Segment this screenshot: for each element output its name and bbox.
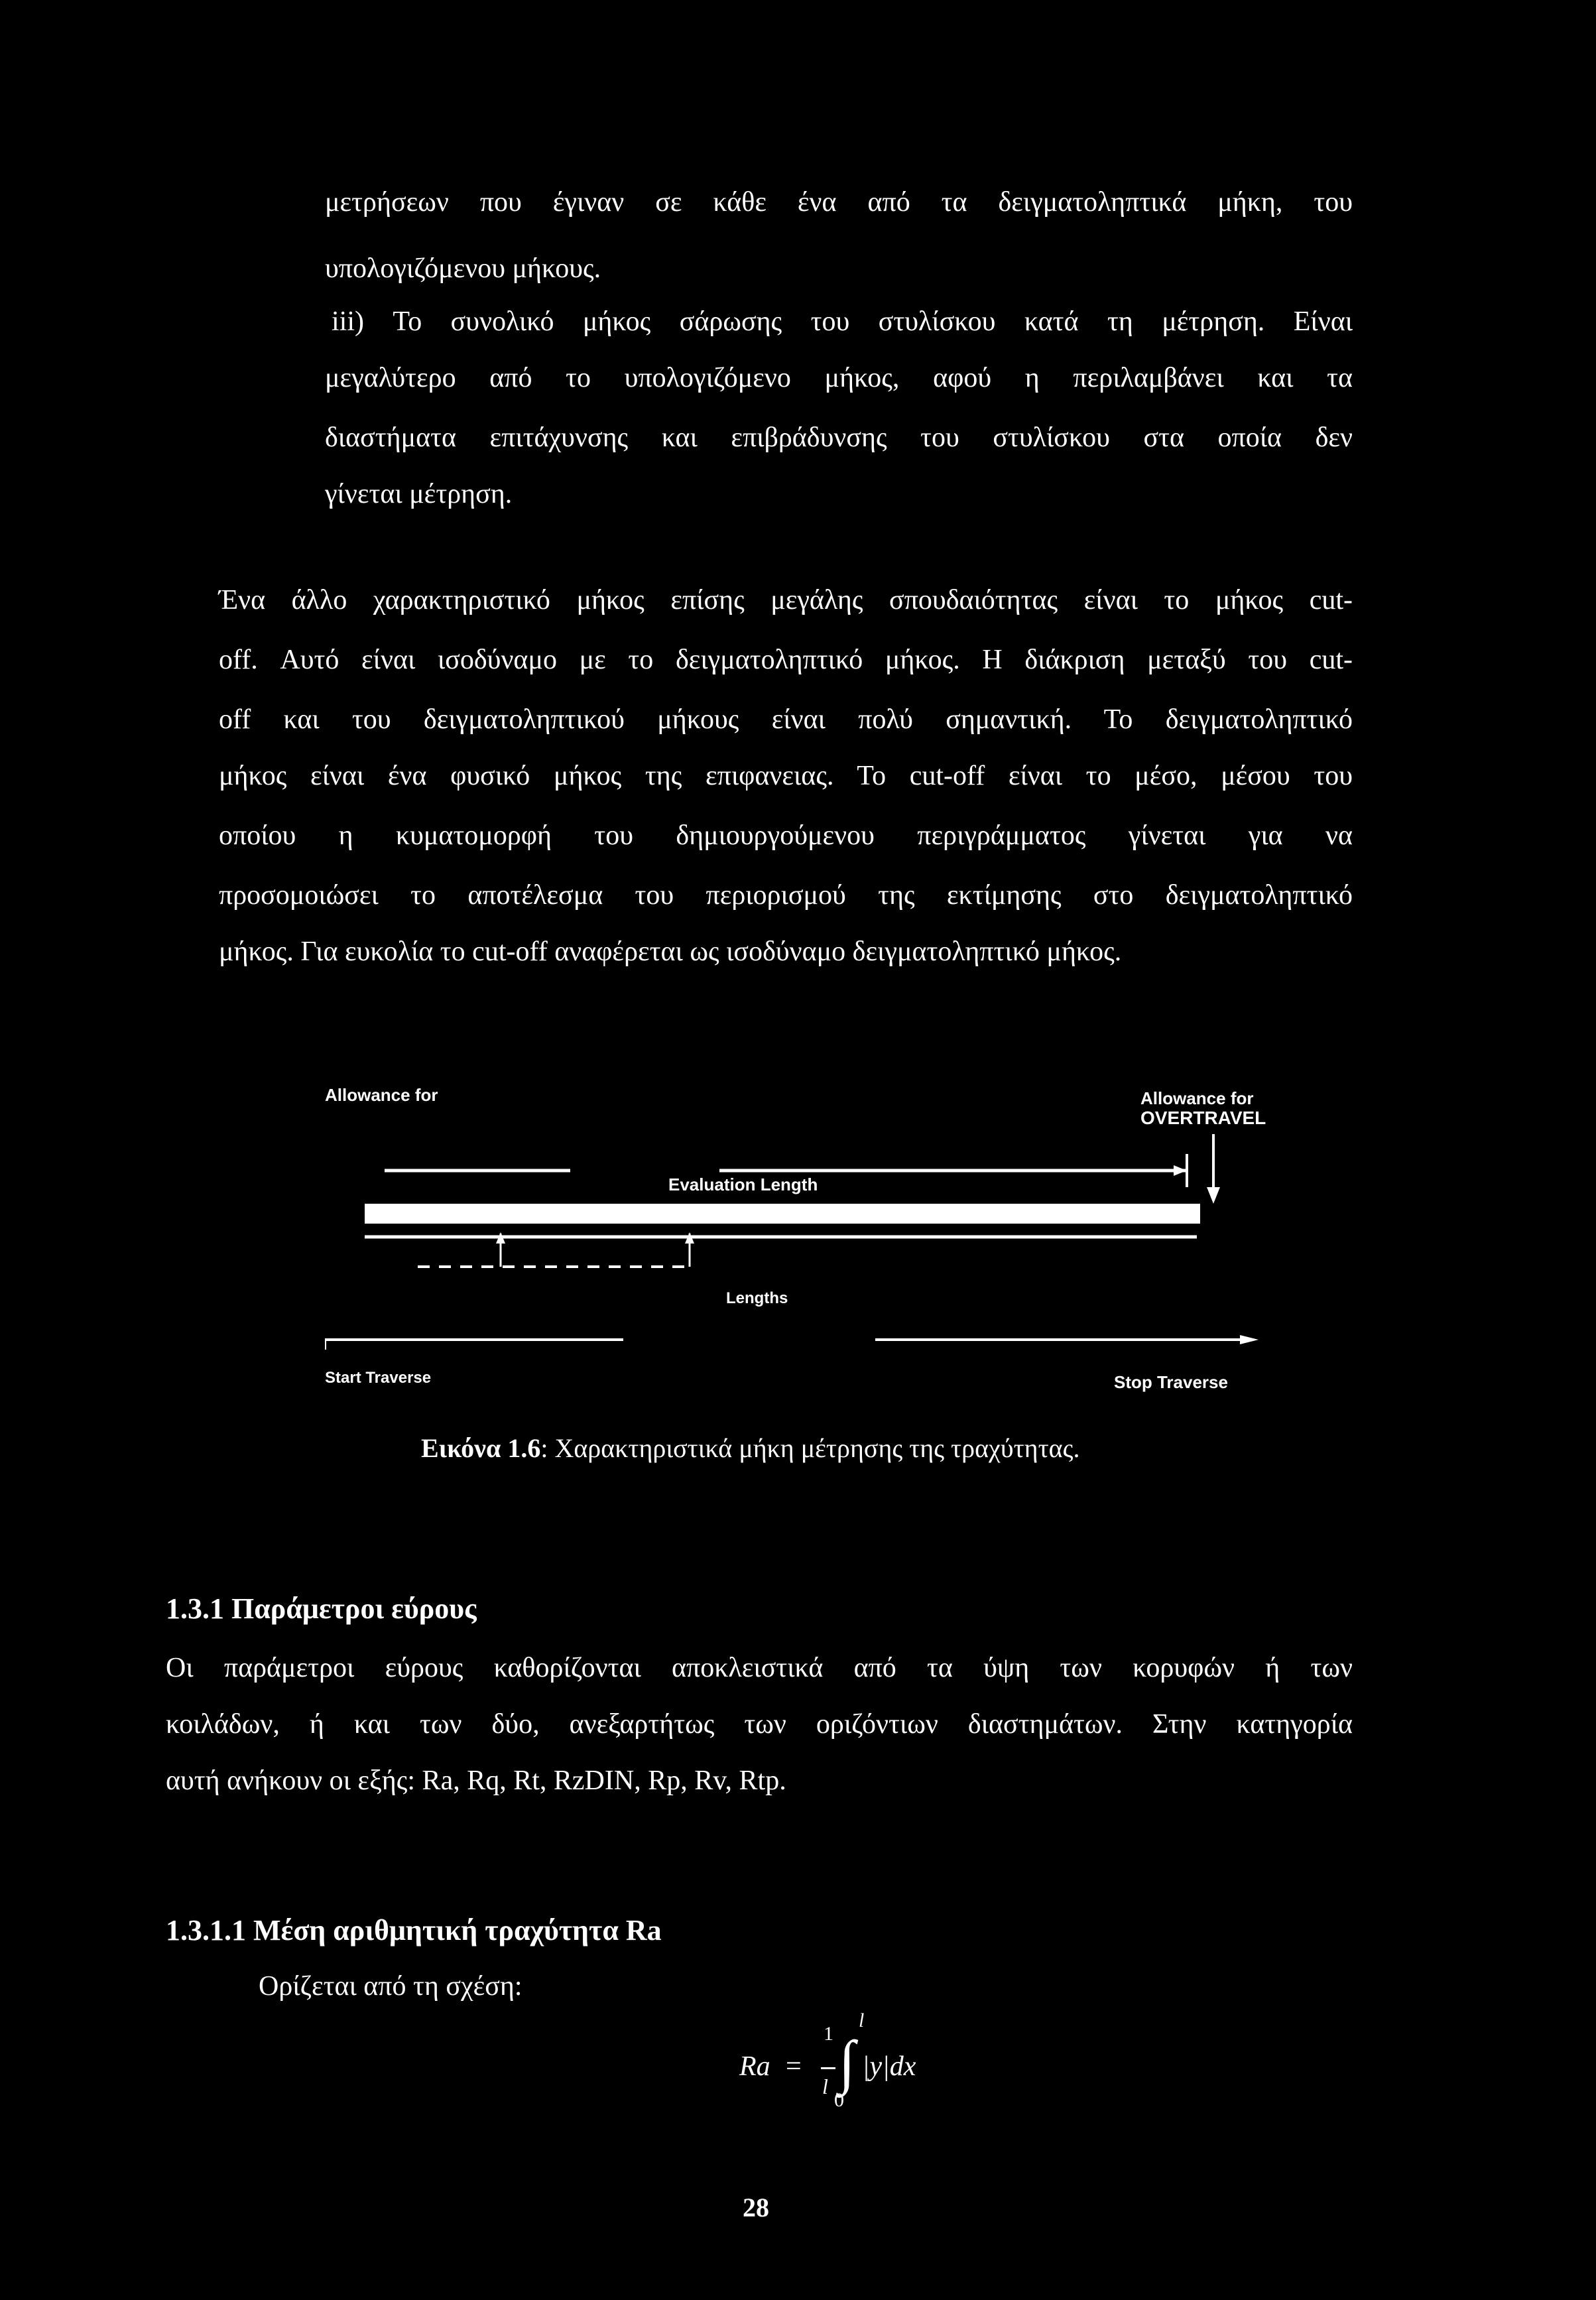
text-line: μήκος είναι ένα φυσικό μήκος της επιφανειας. Το cut-off είναι το μέσο, μέσου του — [219, 761, 1353, 791]
text-line: μετρήσεων που έγιναν σε κάθε ένα από τα δειγματοληπτικά μήκη, του — [325, 187, 1353, 218]
formula-fraction-numerator: 1 — [824, 2023, 833, 2045]
subsection-heading: 1.3.1.1 Μέση αριθμητική τραχύτητα Ra — [166, 1914, 662, 1947]
formula-intro: Ορίζεται από τη σχέση: — [259, 1971, 522, 2002]
figure-caption-label: Εικόνα 1.6 — [421, 1433, 541, 1463]
measurement-lengths-figure — [325, 1074, 1280, 1419]
text-line: μεγαλύτερο από το υπολογιζόμενο μήκος, αφού η περιλαμβάνει και τα — [325, 363, 1353, 393]
text-line: προσομοιώσει το αποτέλεσμα του περιορισμού της εκτίμησης στο δειγματοληπτικό — [219, 880, 1353, 911]
figure-caption — [421, 1433, 1079, 1464]
text-line: iii) Το συνολικό μήκος σάρωσης του στυλίσκου κατά τη μέτρηση. Είναι — [332, 306, 1353, 337]
evaluation-arrowhead — [1174, 1165, 1187, 1176]
text-line: διαστήματα επιτάχυνσης και επιβράδυνσης του στυλίσκου στα οποία δεν — [325, 422, 1353, 453]
figure-caption-text: : Χαρακτηριστικά μήκη μέτρησης της τραχύτητας. — [540, 1433, 1080, 1463]
stop-traverse-arrowhead — [1240, 1335, 1258, 1344]
text-line: μήκος. Για ευκολία το cut-off αναφέρεται ως ισοδύναμο δειγματοληπτικό μήκος. — [219, 936, 1122, 967]
text-line: υπολογιζόμενου μήκους. — [325, 253, 601, 284]
traverse-bar — [365, 1204, 1200, 1224]
text-line: off. Αυτό είναι ισοδύναμο με το δειγματοληπτικό μήκος. Η διάκριση μεταξύ του cut- — [219, 645, 1353, 675]
integral-upper-limit: l — [859, 2010, 865, 2031]
text-line: off και του δειγματοληπτικού μήκους είναι πολύ σημαντική. Το δειγματοληπτικό — [219, 704, 1353, 735]
text-line: κοιλάδων, ή και των δύο, ανεξαρτήτως των οριζόντιων διαστημάτων. Στην κατηγορία — [166, 1709, 1353, 1740]
text-line: οποίου η κυματομορφή του δημιουργούμενου περιγράμματος γίνεται για να — [219, 820, 1353, 851]
text-line: γίνεται μέτρηση. — [325, 479, 513, 509]
stop-traverse-label: Stop Traverse — [1114, 1372, 1228, 1392]
formula-integrand: |y|dx — [862, 2051, 916, 2082]
formula-lhs: Ra — [739, 2051, 770, 2082]
evaluation-length-label: Evaluation Length — [668, 1175, 818, 1194]
start-traverse-label: Start Traverse — [325, 1369, 432, 1387]
text-line: αυτή ανήκουν οι εξής: Ra, Rq, Rt, RzDIN, Rp, Rv, Rtp. — [166, 1765, 786, 1796]
integral-lower-limit: 0 — [834, 2089, 844, 2111]
text-line: Οι παράμετροι εύρους καθορίζονται αποκλειστικά από τα ύψη των κορυφών ή των — [166, 1653, 1353, 1683]
section-heading: 1.3.1 Παράμετροι εύρους — [166, 1592, 477, 1625]
allowance-right-label-2: OVERTRAVEL — [1140, 1108, 1266, 1128]
lengths-label: Lengths — [726, 1289, 788, 1307]
allowance-right-label-1: Allowance for — [1140, 1088, 1254, 1108]
text-line: Ένα άλλο χαρακτηριστικό μήκος επίσης μεγάλης σπουδαιότητας είναι το μήκος cut- — [219, 585, 1353, 615]
formula-fraction-bar — [821, 2067, 835, 2069]
integral-sign: ∫ — [839, 2029, 855, 2095]
formula-equals: = — [786, 2051, 802, 2082]
page-number: 28 — [743, 2193, 769, 2222]
allowance-left-label: Allowance for — [325, 1085, 438, 1105]
overtravel-arrowhead — [1207, 1187, 1220, 1204]
formula-fraction-denominator: l — [822, 2075, 828, 2098]
